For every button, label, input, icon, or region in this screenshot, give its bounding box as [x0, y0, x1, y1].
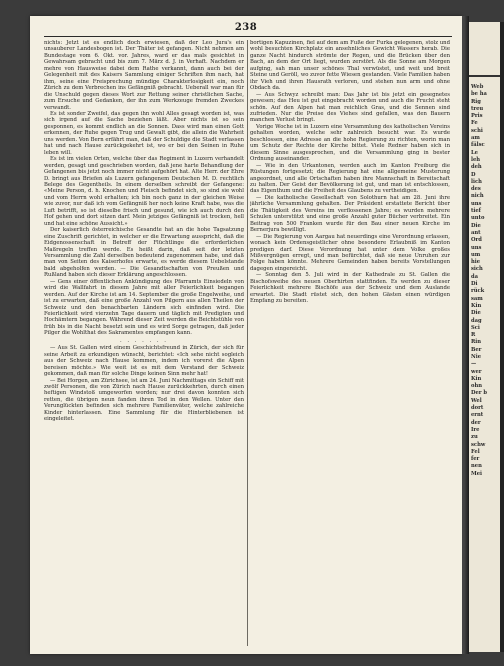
adjacent-page-fragment: Rin	[471, 339, 482, 346]
adjacent-page-fragment: leh	[471, 156, 481, 163]
adjacent-page-fragment: Die	[471, 310, 481, 317]
adjacent-page-fragment: schw	[471, 441, 486, 448]
adjacent-page-fragment: nen	[471, 463, 482, 470]
right-paragraph: — Aus Schwyz schreibt man: Das Jahr ist bis jetzt ein gesegnetes gewesen; das Heu ist gut eingebracht worden und auch die Frucht steht schön. Auf den Alpen hat man reichlich Gras, und die Sennen sind zufrieden. Nur die Preise des Viehes sind gefallen, was den Bauern manchen Verlust bringt.	[250, 91, 450, 124]
left-paragraph: Es ist sonder Zweifel, das gegen ihn wohl Alles gesagt worden ist, was sich irgend auf die Sache beziehen läßt. Aber nichts ist so sein gesponnen, es kommt endlich an die Sonnen. Dass wird man einen Gott erkennen, der Ruhe gegen Trug und Gewalt gibt, die allein die Wahrheit uns werden. Von Bern erfährt man, daß der Schuldige die Stadt verlassen hat und nach Hause zurückgekehrt ist, wo er bei den Seinen in Ruhe leben will.	[44, 110, 244, 156]
adjacent-page-fragment: da	[471, 273, 478, 280]
left-paragraph: nichts: Jetzt ist es endlich doch erwiesen, daß der Leo Jura's ein unsauberer Landesbogen ist. Der Thäter ist gefangen. Nicht nehmen am Bundestage vom 6. Okt. vor. Jahres, ward er das mals gesichtet in Gewahrsam gebracht und bis zum 7. März d. J. in Verhaft. Nachdem er mehre von Hausweise dabei dem Rathe verkannt, dann auch bei der Gelegenheit mit des Kaisers Sammlung einiger Schriften ihm nach, hat ihm, seine eine Freisprechung mündige Charakterlosigkeit ein, noch Zürich zu dem Verbrechen ins Gefängniß gebracht. Ueberall war man für die Unschuld gegen dieses Wort zur Rettung seiner christlichen Sache, zum Ersuche und Gedanken, der ihn zum Werkzeuge fremden Zweckes verwandt.	[44, 40, 244, 111]
adjacent-page-text-fragments	[471, 84, 501, 478]
adjacent-page-fragment: am	[471, 135, 480, 142]
adjacent-page-fragment: Kin	[471, 375, 482, 382]
right-paragraph: — Die katholische Gesellschaft von Solothurn hat am 28. Juni ihre jährliche Versammlung gehalten. Der Präsident erstattete Bericht über die Thätigkeit des Vereins im verflossenen Jahre; es wurden mehrere Schulen unterstützt und eine große Anzahl guter Bücher verbreitet. Ein Beitrag von 500 Franken wurde für den Bau einer neuen Kirche im Bernerjura bewilligt.	[250, 194, 450, 234]
adjacent-page-fragment: —	[471, 361, 477, 368]
adjacent-page-fragment: Rig	[471, 98, 481, 105]
adjacent-page-fragment: Mei	[471, 470, 483, 477]
right-paragraph: — Wie in den Urkantonen, werden auch im Kanton Freiburg die Rüstungen fortgesetzt; die Regierung hat eine allgemeine Musterung angeordnet, und alle Ortschaften haben ihre Mannschaft in Bereitschaft zu halten. Der Geist der Bevölkerung ist gut, und man ist entschlossen, das Eigenthum und die Freiheit des Glaubens zu vertheidigen.	[250, 162, 450, 195]
adjacent-page-fragment: wer	[471, 368, 482, 375]
adjacent-page-fragment: hie	[471, 259, 481, 266]
adjacent-page-fragment: treu	[471, 105, 484, 112]
adjacent-page-fragment: Web	[471, 84, 484, 90]
adjacent-page-fragment: Ire	[471, 426, 480, 433]
adjacent-page-fragment: Nie	[471, 353, 482, 360]
adjacent-page-fragment: dort	[471, 405, 484, 412]
section-divider: . . . . . . .	[120, 337, 168, 344]
adjacent-page-fragment: Fel	[471, 448, 480, 455]
adjacent-page-fragment: Wel	[471, 397, 482, 404]
left-paragraph: — Gens einer öffentlichen Ankündigung des Pfarramts Einsiedeln von wird die Wallfahrt in diesem Jahre mit aller Feierlichkeit begangen werden. Auf der Kirche ist am 14. September die große Engelweihe, und ist zu erwarten, daß eine große Anzahl von Pilgern aus allen Theilen der Schweiz und den benachbarten Ländern sich einfinden wird. Die Feierlichkeit wird vierzehn Tage dauern und täglich mit Predigten und Hochämtern begangen. Während dieser Zeit werden die Beichtstühle von früh bis in die Nacht besetzt sein und es wird Sorge getragen, daß jeder Pilger die Wohlthat des Sakramentes empfangen kann.	[44, 278, 244, 337]
adjacent-page-fragment: Ber	[471, 346, 482, 353]
adjacent-page-fragment: lich	[471, 178, 482, 185]
adjacent-page-fragment: D	[471, 171, 476, 178]
adjacent-page-fragment: ernt	[471, 412, 484, 419]
adjacent-page-fragment: Fe	[471, 120, 478, 127]
adjacent-page-fragment: Ord	[471, 237, 482, 244]
adjacent-page-fragment: rück	[471, 288, 485, 295]
adjacent-page-fragment: fer	[471, 456, 480, 463]
adjacent-page-fragment: Le	[471, 149, 478, 156]
right-paragraph: — Die Regierung von Aargau hat neuerdings eine Verordnung erlassen, wonach kein Ordensgeistlicher ohne besondere Erlaubniß im Kanton predigen darf. Diese Verordnung hat unter dem Volke großes Mißvergnügen erregt, und man befürchtet, daß sie neue Unruhen zur Folge haben könnte. Mehrere Gemeinden haben bereits Vorstellungen dagegen eingereicht.	[250, 233, 450, 272]
left-paragraph: Es ist im vielen Orten, welche über das Regiment in Luzern verhandelt werden, gesagt und geschrieben worden, daß jene harte Behandlung der Gefangenen bis jetzt noch immer nicht aufgehört hat. Alte Herr. der Ehre D. bringt aus Briefen als Luzern gefangenem Deutschen M. D. rechtlich Belege des Gegentheils. In einem derselben schreibt der Gefangene: «Meine Person, d. h. Knochen und Fleisch befindet sich, so sind sie wohl und vom Herrn wohl erhalten; ich bin noch ganz in der gleichen Weise wie zuvor, nur daß ich vom Gefängniß her noch keine Kraft habe, was die Luft betrifft, so ist dieselbe frisch und gesund, wie ich auch durch den Hof gehen und dort sitzen darf. Mein jetziges Gefängniß ist trocken, hell und hat eine schöne Aussicht.»	[44, 156, 244, 227]
adjacent-page-fragment: Sci	[471, 324, 480, 331]
adjacent-page-fragment: nich	[471, 193, 484, 200]
adjacent-page-fragment: sich	[471, 266, 483, 273]
adjacent-page-edge	[469, 22, 504, 652]
adjacent-page-fragment: uns	[471, 244, 482, 251]
adjacent-page-fragment: schi	[471, 127, 483, 134]
adjacent-page-fragment: Pris	[471, 113, 483, 120]
adjacent-page-fragment: ant	[471, 229, 481, 236]
newspaper-page	[30, 16, 462, 654]
right-paragraph: Vorige Woche ist in Luzern eine Versammlung des katholischen Vereins gehalten worden, welche sehr zahlreich besucht war. Es wurde beschlossen, eine Adresse an die hohe Regierung zu richten, worin man um Schutz der Rechte der Kirche bittet. Viele Redner haben sich in diesem Sinne ausgesprochen, und die Versammlung ging in bester Ordnung auseinander.	[250, 123, 450, 163]
adjacent-page-fragment: um	[471, 251, 481, 258]
adjacent-page-fragment: sam	[471, 295, 483, 302]
adjacent-page-fragment: Der b	[471, 390, 487, 397]
adjacent-page-fragment: tief	[471, 208, 481, 215]
adjacent-page-fragment: Di	[471, 281, 478, 288]
adjacent-page-fragment: zu	[471, 434, 478, 441]
adjacent-page-rule	[469, 75, 500, 77]
adjacent-page-fragment: fälsc	[471, 142, 485, 149]
right-paragraph: — Sonntag den 5. Juli wird in der Kathedrale zu St. Gallen die Bischofsweihe des neuen Oberhirten stattfinden. Es werden zu dieser Feierlichkeit mehrere Bischöfe aus der Schweiz und dem Auslande erwartet. Die Stadt rüstet sich, den hohen Gästen einen würdigen Empfang zu bereiten.	[250, 272, 450, 305]
right-column	[250, 40, 450, 648]
page-number: 238	[234, 22, 258, 33]
adjacent-page-fragment: dag	[471, 317, 482, 324]
adjacent-page-fragment: unto	[471, 215, 485, 222]
page-gutter-shadow	[462, 16, 469, 654]
adjacent-page-fragment: uns	[471, 200, 482, 207]
left-paragraph: Der kaiserlich österreichische Gesandte hat an die hohe Tagsatzung eine Zuschrift gerichtet, in welcher er die Erwartung ausspricht, daß die Eidgenossenschaft in Betreff der Flüchtlinge die erforderlichen Maßregeln treffen werde. Es heißt darin, daß seit der letzten Versammlung die Zahl derselben bedeutend zugenommen habe, und daß man von Seiten des Kaiserhofes erwarte, es werde diesem Uebelstande bald abgeholfen werden. — Die Gesandtschaften von Preußen und Rußland haben sich dieser Erklärung angeschlossen.	[44, 227, 244, 279]
header-rule	[44, 36, 452, 37]
adjacent-page-fragment: Kin	[471, 302, 482, 309]
left-paragraph: — Bei Horgen, am Zürichsee, ist am 24. Juni Nachmittags ein Schiff mit zwölf Personen, die von Zürich nach Hause zurückkehrten, durch einen heftigen Windstoß umgeworfen worden; nur drei davon konnten sich retten, die übrigen neun fanden ihren Tod in den Wellen. Unter den Verunglückten befinden sich mehrere Familienväter, welche zahlreiche Kinder hinterlassen. Eine Sammlung für die Hinterbliebenen ist eingeleitet.	[44, 377, 244, 423]
adjacent-page-fragment: der	[471, 419, 481, 426]
adjacent-page-fragment: ohn	[471, 383, 483, 390]
adjacent-page-fragment: R	[471, 332, 476, 339]
column-separator	[247, 40, 248, 646]
adjacent-page-fragment: des	[471, 186, 481, 193]
right-paragraph: bortigen Kapuzinen, fiel auf dem am Fuße der Furka gelegenen, stolz und wohl besuchten Kirchplatz ein ansehnliches Gewicht Wassers herab. Die ganze Nacht hindurch strömte der Regen, und die Brücken über den Bach, an dem der Ort liegt, wurden zerstört. Als die Sonne am Morgen aufging, sah man unser schönes Thal verwüstet, und weit und breit Steine und Geröll, wo zuvor fette Wiesen gestanden. Viele Familien haben ihr Vieh und ihren Hausrath verloren, und stehen nun arm und ohne Obdach da.	[250, 40, 450, 92]
adjacent-page-fragment: be ha	[471, 91, 487, 98]
left-column	[44, 40, 244, 648]
adjacent-page-fragment: Die	[471, 222, 481, 229]
adjacent-page-fragment: deh	[471, 164, 482, 171]
left-paragraph: — Aus St. Gallen wird einem Geschichtsfreund in Zürich, der sich für seine Arbeit zu erkundigen wünscht, berichtet: «Ich sehe nicht sogleich aus der Schweiz nach Hause kommen, indem ich vorerst die Alpen bereisen möchte.» Wie weit ist es mit dem Verstand der Schweiz gekommen, daß man für solche Dinge keinen Sinn mehr hat!	[44, 345, 244, 378]
